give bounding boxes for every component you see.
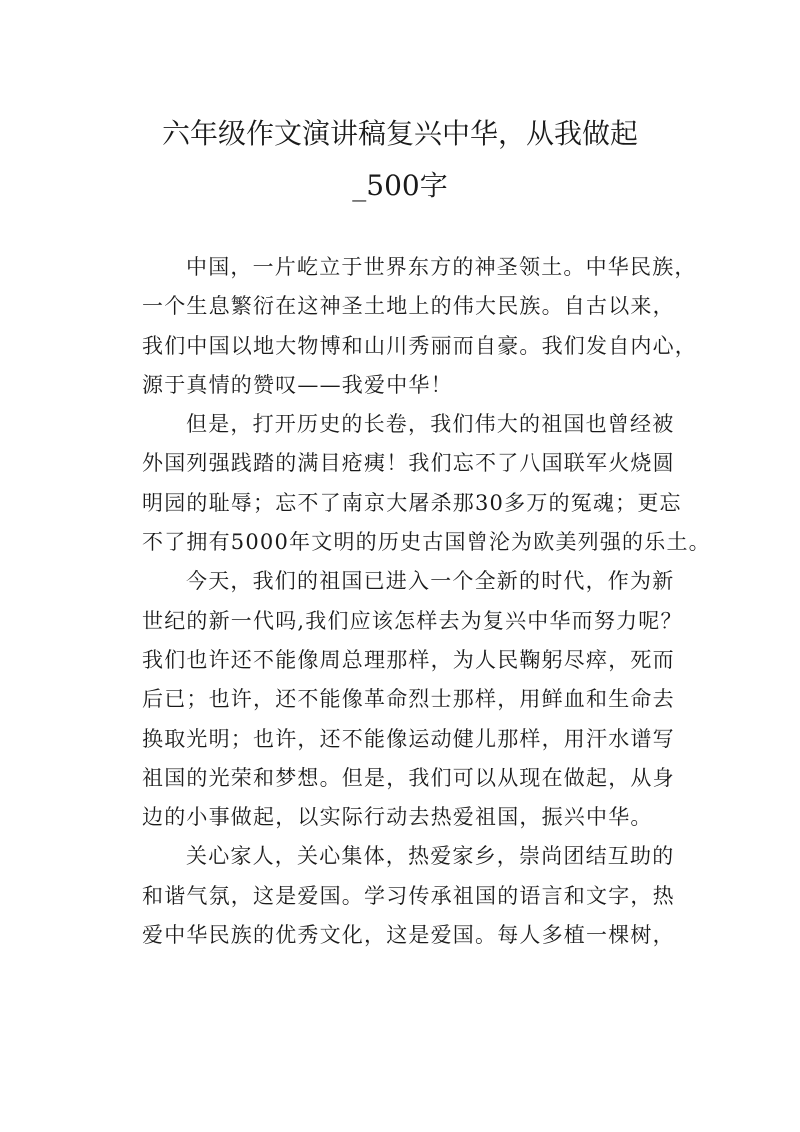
paragraph-2-line-2: 外国列强践踏的满目疮痍！我们忘不了八国联军火烧圆 [142, 451, 675, 476]
paragraph-4-line-3: 爱中华民族的优秀文化，这是爱国。每人多植一棵树， [142, 923, 675, 948]
paragraph-3-line-1: 今天，我们的祖国已进入一个全新的时代，作为新 [186, 569, 675, 594]
document-title [100, 108, 700, 212]
paragraph-3-line-4: 后已；也许，还不能像革命烈士那样，用鲜血和生命去 [142, 687, 675, 712]
paragraph-3-line-3: 我们也许还不能像周总理那样，为人民鞠躬尽瘁，死而 [142, 647, 675, 672]
paragraph-4-line-2: 和谐气氛，这是爱国。学习传承祖国的语言和文字，热 [142, 883, 675, 908]
title-line-2: _500字 [352, 169, 448, 202]
paragraph-1-line-1: 中国，一片屹立于世界东方的神圣领土。中华民族， [186, 255, 697, 279]
paragraph-2-line-4: 不了拥有5000年文明的历史古国曾沦为欧美列强的乐土。 [142, 530, 711, 555]
paragraph-3-line-6: 祖国的光荣和梦想。但是，我们可以从现在做起，从身 [142, 765, 675, 790]
paragraph-2-line-1: 但是，打开历史的长卷，我们伟大的祖国也曾经被 [186, 412, 675, 437]
title-line-1: 六年级作文演讲稿复兴中华，从我做起 [161, 117, 638, 150]
document-body [142, 248, 711, 955]
paragraph-1-line-4: 源于真情的赞叹——我爱中华！ [142, 372, 453, 397]
paragraph-1-line-3: 我们中国以地大物博和山川秀丽而自豪。我们发自内心， [142, 333, 697, 358]
paragraph-3-line-2: 世纪的新一代吗,我们应该怎样去为复兴中华而努力呢？ [142, 608, 683, 633]
paragraph-2-line-3: 明园的耻辱；忘不了南京大屠杀那30多万的冤魂；更忘 [142, 490, 682, 515]
paragraph-1-line-2: 一个生息繁衍在这神圣土地上的伟大民族。自古以来， [142, 294, 675, 319]
paragraph-3-line-7: 边的小事做起，以实际行动去热爱祖国，振兴中华。 [142, 805, 653, 830]
paragraph-4-line-1: 关心家人，关心集体，热爱家乡，崇尚团结互助的 [186, 844, 675, 869]
paragraph-3-line-5: 换取光明；也许，还不能像运动健儿那样，用汗水谱写 [142, 726, 675, 751]
